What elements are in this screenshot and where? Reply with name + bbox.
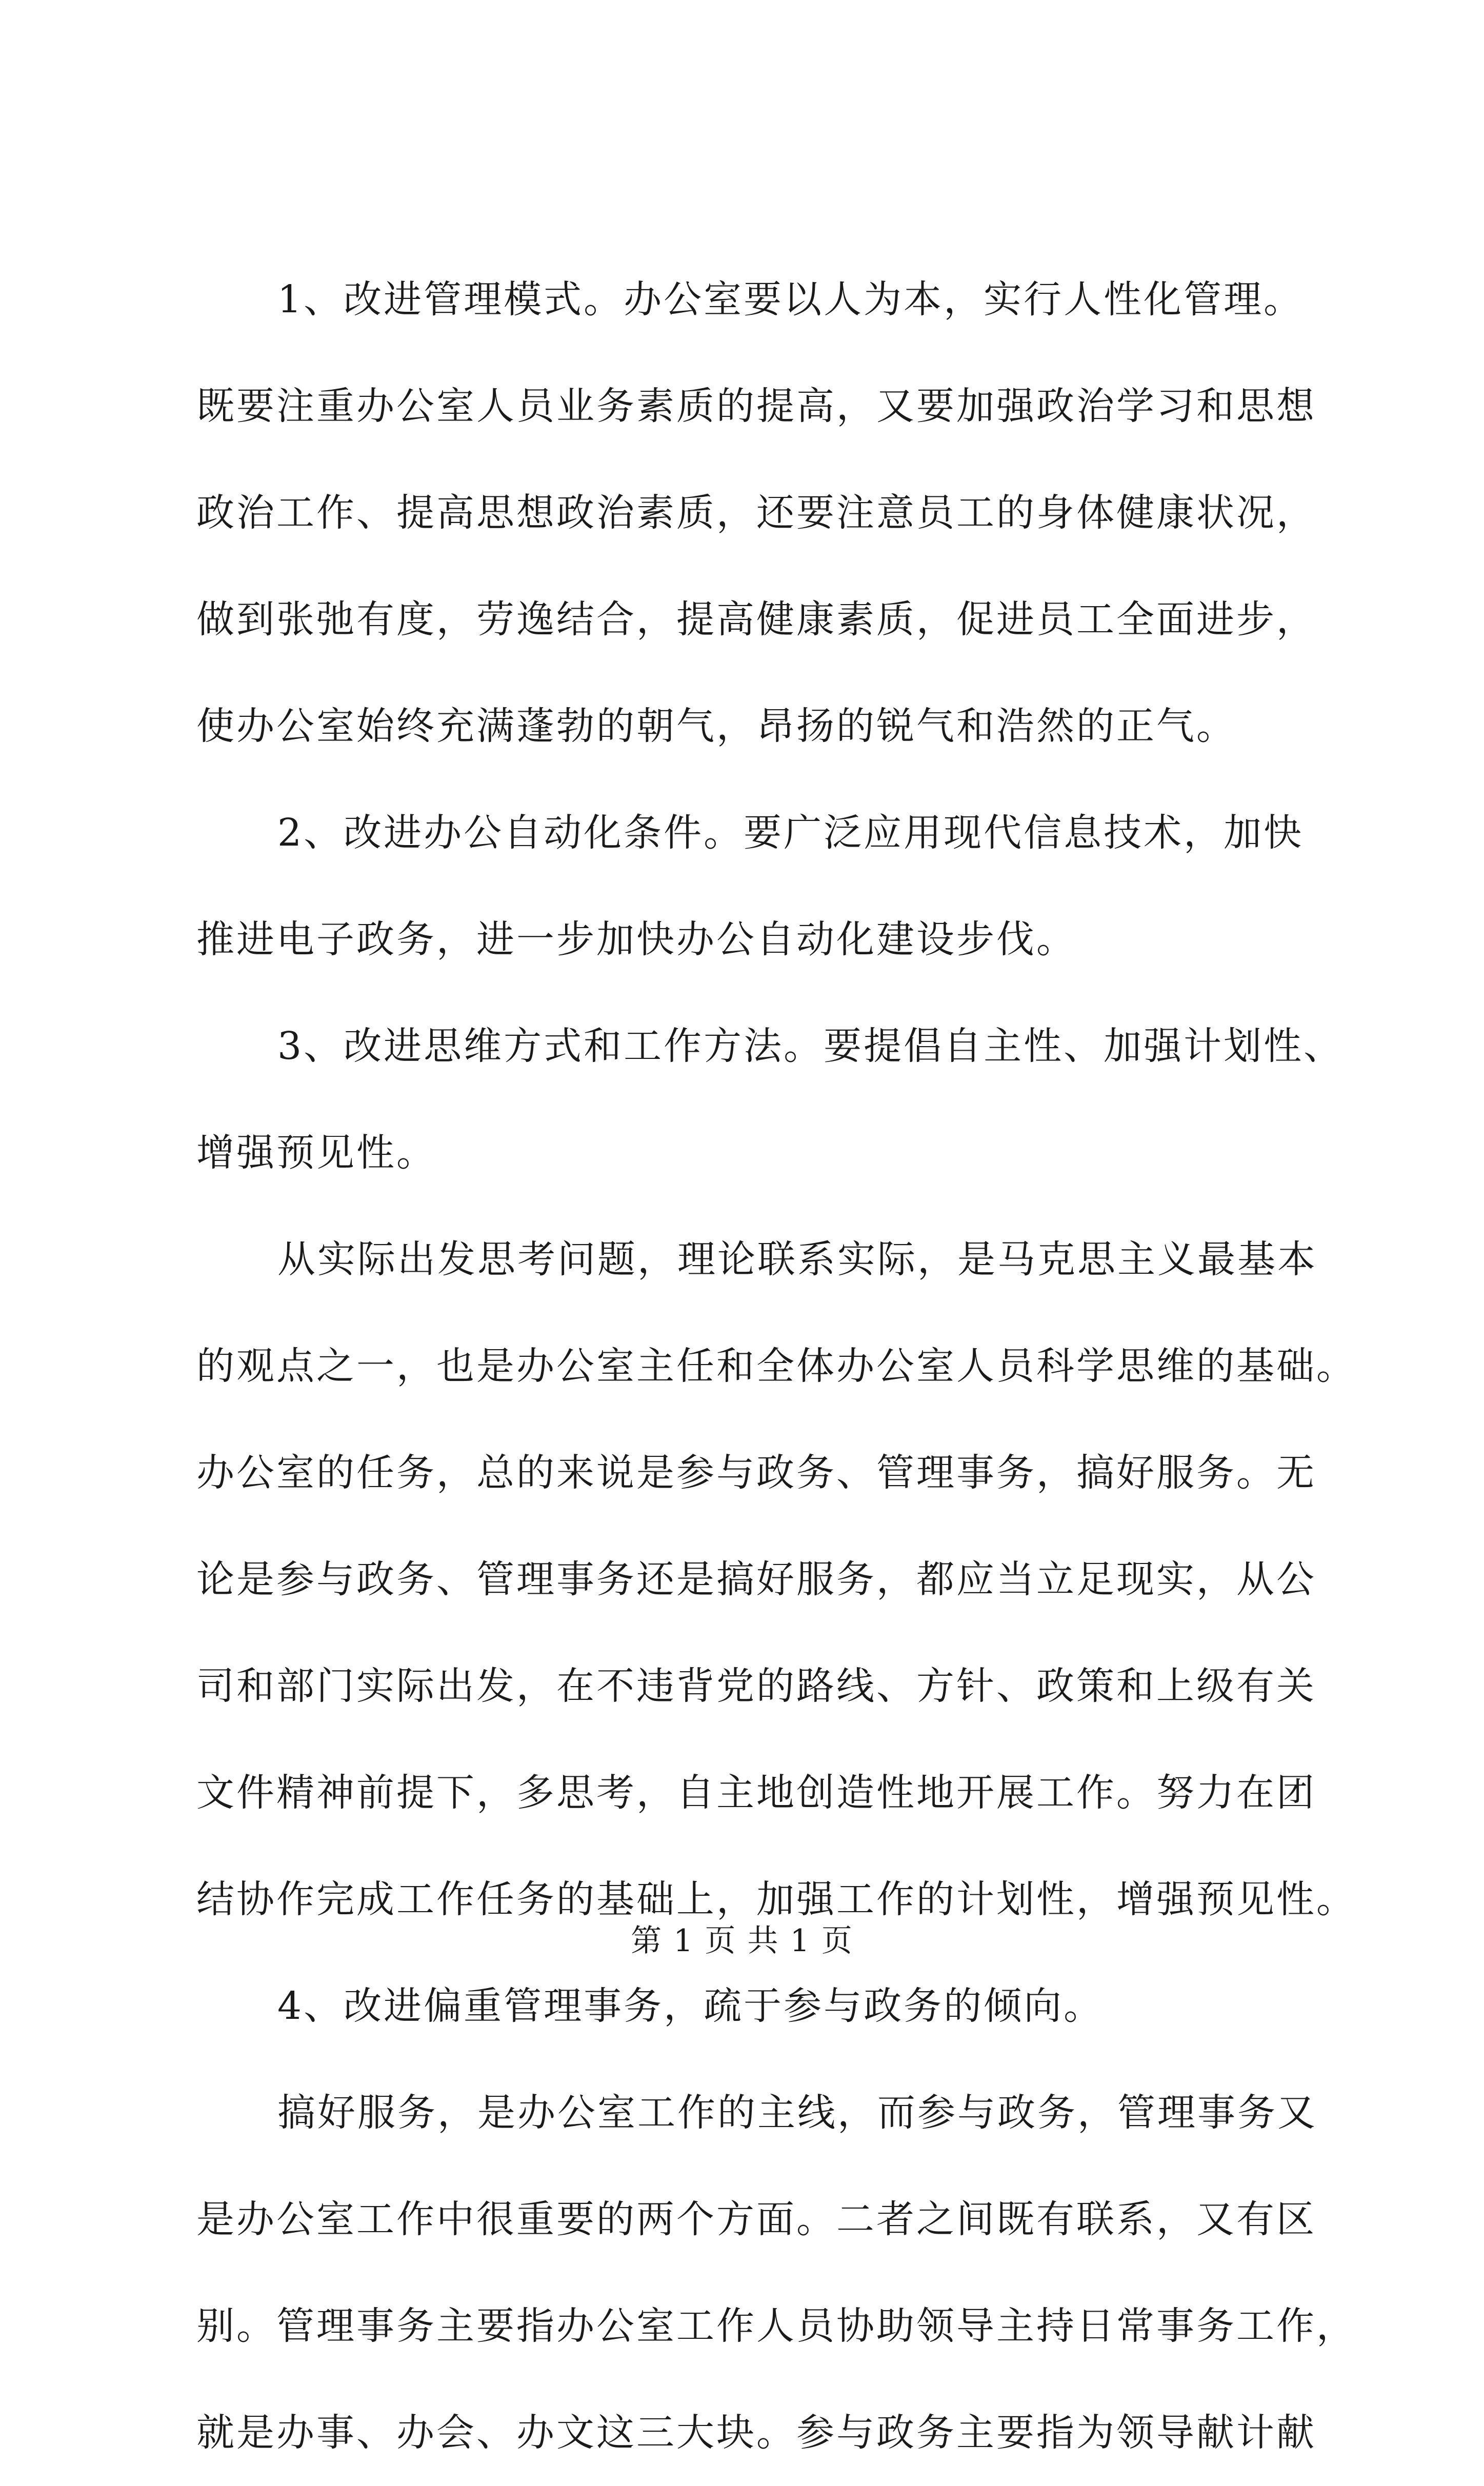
text-line: 2、改进办公自动化条件。要广泛应用现代信息技术，加快 <box>277 811 1304 855</box>
text-line: 4、改进偏重管理事务，疏于参与政务的倾向。 <box>277 1984 1104 2028</box>
text-line: 使办公室始终充满蓬勃的朝气，昂扬的锐气和浩然的正气。 <box>196 704 1236 748</box>
text-line: 1、改进管理模式。办公室要以人为本，实行人性化管理。 <box>277 277 1304 322</box>
text-line: 既要注重办公室人员业务素质的提高，又要加强政治学习和思想 <box>196 384 1316 428</box>
text-line: 文件精神前提下，多思考，自主地创造性地开展工作。努力在团 <box>196 1771 1316 1815</box>
page-footer: 第 1 页 共 1 页 <box>631 1923 853 1959</box>
text-line: 办公室的任务，总的来说是参与政务、管理事务，搞好服务。无 <box>196 1451 1316 1495</box>
text-line: 别。管理事务主要指办公室工作人员协助领导主持日常事务工作， <box>196 2304 1356 2348</box>
text-line: 做到张弛有度，劳逸结合，提高健康素质，促进员工全面进步， <box>196 597 1316 641</box>
text-line: 结协作完成工作任务的基础上，加强工作的计划性，增强预见性。 <box>196 1877 1356 1921</box>
text-line: 增强预见性。 <box>196 1131 436 1175</box>
text-line: 推进电子政务，进一步加快办公自动化建设步伐。 <box>196 917 1076 961</box>
body-text <box>196 246 1356 2486</box>
text-line: 搞好服务，是办公室工作的主线，而参与政务，管理事务又 <box>277 2091 1317 2135</box>
text-line: 的观点之一，也是办公室主任和全体办公室人员科学思维的基础。 <box>196 1344 1356 1388</box>
text-line: 就是办事、办会、办文这三大块。参与政务主要指为领导献计献 <box>196 2411 1316 2455</box>
text-line: 3、改进思维方式和工作方法。要提倡自主性、加强计划性、 <box>277 1024 1344 1068</box>
text-line: 是办公室工作中很重要的两个方面。二者之间既有联系，又有区 <box>196 2197 1316 2241</box>
text-line: 司和部门实际出发，在不违背党的路线、方针、政策和上级有关 <box>196 1664 1316 1708</box>
text-line: 政治工作、提高思想政治素质，还要注意员工的身体健康状况， <box>196 491 1316 535</box>
text-line: 从实际出发思考问题，理论联系实际，是马克思主义最基本 <box>277 1237 1317 1281</box>
text-line: 论是参与政务、管理事务还是搞好服务，都应当立足现实，从公 <box>196 1557 1316 1601</box>
